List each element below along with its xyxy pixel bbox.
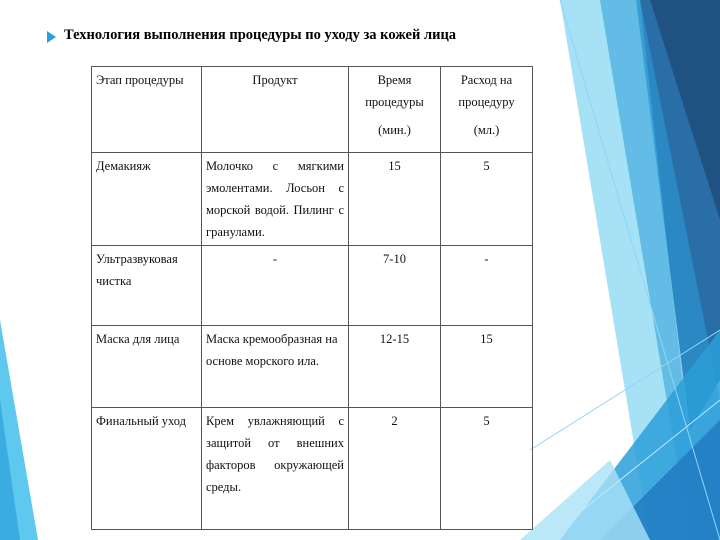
row-product: Крем увлажняющий с защитой от внешних факторов окружающей среды.: [202, 408, 349, 530]
row-product: -: [202, 246, 349, 326]
table-row: [92, 246, 533, 326]
row-product: Молочко с мягкими эмолентами. Лосьон с морской водой. Пилинг с гранулами.: [202, 153, 349, 246]
row-amount: 5: [441, 408, 533, 530]
header-amount-unit: (мл.): [473, 123, 500, 137]
row-time: 2: [349, 408, 441, 530]
header-time-unit: (мин.): [378, 123, 411, 137]
row-stage: Ультразвуковая чистка: [92, 246, 202, 326]
row-product: Маска кремообразная на основе морского ила.: [202, 326, 349, 408]
row-stage: Демакияж: [92, 153, 202, 246]
procedure-table: [91, 66, 533, 530]
row-amount: 15: [441, 326, 533, 408]
row-time: 12-15: [349, 326, 441, 408]
slide-title: Технология выполнения процедуры по уходу за кожей лица: [64, 27, 457, 43]
row-stage: Финальный уход: [92, 408, 202, 530]
header-amount: [441, 67, 533, 153]
table-header-row: [92, 67, 533, 153]
row-time: 7-10: [349, 246, 441, 326]
row-amount: 5: [441, 153, 533, 246]
row-time: 15: [349, 153, 441, 246]
row-stage: Маска для лица: [92, 326, 202, 408]
header-product: Продукт: [202, 67, 349, 153]
header-stage: Этап процедуры: [92, 67, 202, 153]
table-row: [92, 326, 533, 408]
row-amount: -: [441, 246, 533, 326]
header-time: [349, 67, 441, 153]
table-row: [92, 408, 533, 530]
header-time-label: Время процедуры: [365, 73, 424, 109]
table-row: [92, 153, 533, 246]
header-amount-label: Расход на процедуру: [458, 73, 515, 109]
title-arrow-icon: [47, 31, 56, 43]
